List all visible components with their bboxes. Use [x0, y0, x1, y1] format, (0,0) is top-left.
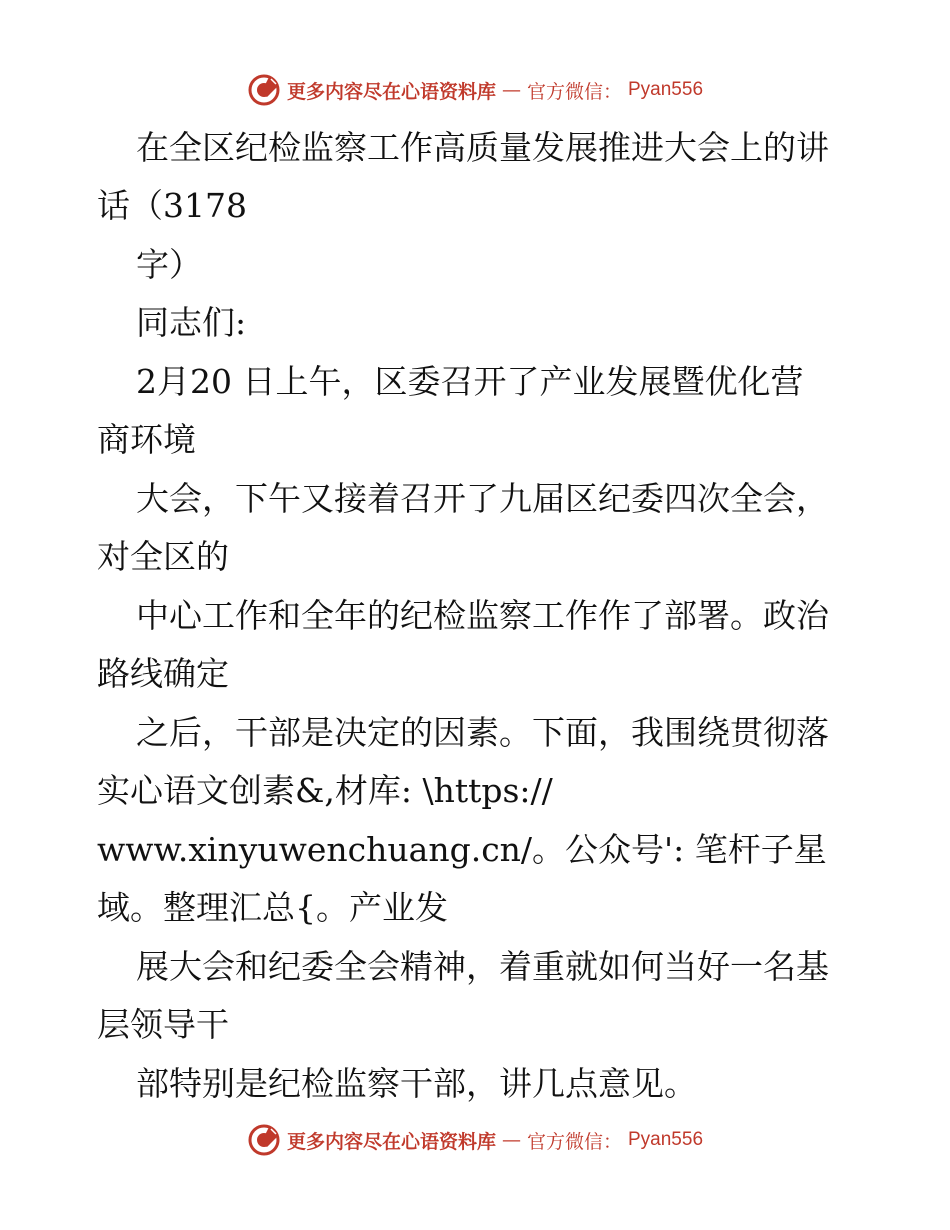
text-line: 之后，干部是决定的因素。下面，我围绕贯彻落 — [136, 713, 829, 752]
watermark-sub-text: 官方微信： — [526, 80, 622, 103]
pen-logo-icon — [247, 73, 281, 107]
watermark-wechat-id: Pyan556 — [628, 79, 704, 100]
text-line: 层领导干 — [97, 1005, 229, 1044]
watermark-main-text: 更多内容尽在心语资料库 — [286, 1130, 496, 1153]
text-line: 域。整理汇总{。产业发 — [97, 888, 448, 927]
text-line: 中心工作和全年的纪检监察工作作了部署。政治 — [136, 596, 829, 635]
text-line: www.xinyuwenchuang.cn/。公众号': 笔杆子星 — [97, 830, 827, 869]
text-line: 展大会和纪委全会精神，着重就如何当好一名基 — [136, 947, 829, 986]
watermark-dash: — — [501, 1129, 521, 1151]
text-line: 部特别是纪检监察干部，讲几点意见。 — [136, 1064, 697, 1103]
text-line: 商环境 — [97, 420, 196, 459]
text-line: 路线确定 — [97, 654, 229, 693]
watermark-wechat-id: Pyan556 — [628, 1129, 704, 1150]
text-line: 对全区的 — [97, 537, 229, 576]
pen-logo-icon — [247, 1123, 281, 1157]
text-line: 大会，下午又接着召开了九届区纪委四次全会， — [136, 479, 829, 518]
text-line: 话（3178 — [97, 186, 247, 225]
text-line: 同志们: — [136, 303, 247, 342]
watermark-header — [0, 70, 950, 110]
text-line: 2月20 日上午，区委召开了产业发展暨优化营 — [136, 362, 804, 401]
watermark-dash: — — [501, 79, 521, 101]
text-line: 实心语文创素&,材库: \https:// — [97, 771, 553, 810]
text-line: 在全区纪检监察工作高质量发展推进大会上的讲 — [136, 128, 829, 167]
text-line: 字） — [136, 245, 202, 284]
watermark-footer — [0, 1120, 950, 1160]
watermark-sub-text: 官方微信： — [526, 1130, 622, 1153]
watermark-main-text: 更多内容尽在心语资料库 — [286, 80, 496, 103]
